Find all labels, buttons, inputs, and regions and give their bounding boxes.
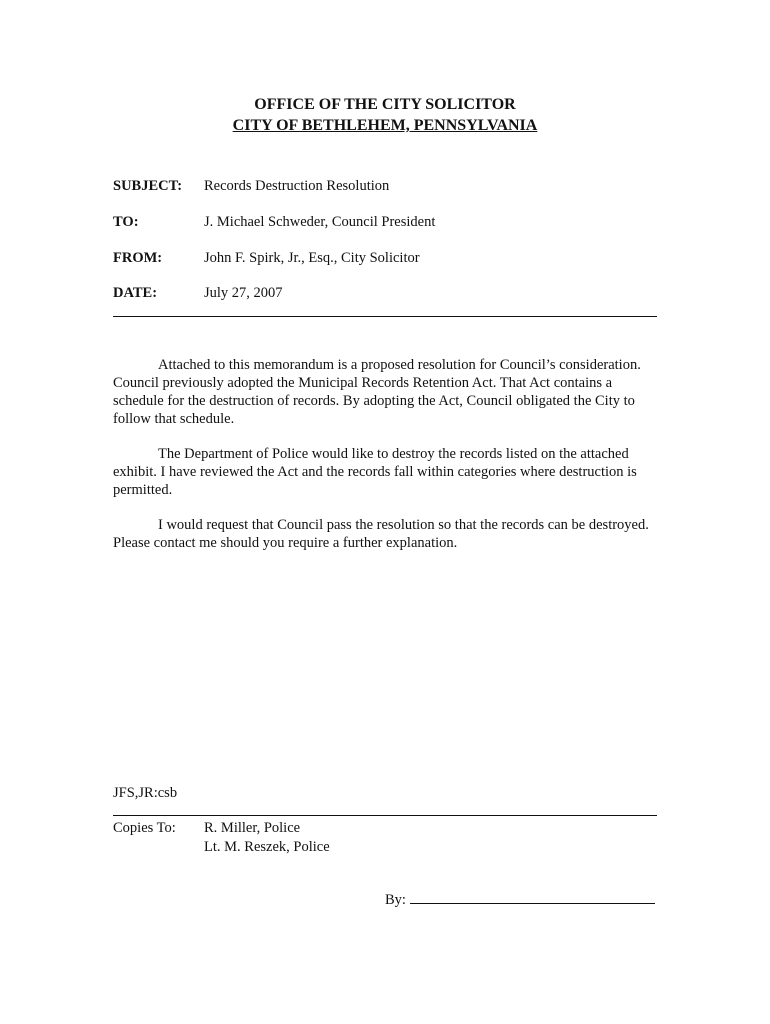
body-paragraph-2: The Department of Police would like to destroy the records listed on the attached exhibit. I have reviewed the Act and the records fall within categories where destruction is permitted. [113, 446, 637, 498]
copy-recipient: Lt. M. Reszek, Police [204, 839, 330, 855]
copy-recipient: R. Miller, Police [204, 820, 301, 836]
to-label: TO: [113, 214, 139, 230]
to-value: J. Michael Schweder, Council President [204, 214, 436, 230]
by-label: By: [385, 892, 406, 908]
office-title: OFFICE OF THE CITY SOLICITOR [254, 96, 516, 113]
city-title: CITY OF BETHLEHEM, PENNSYLVANIA [232, 117, 538, 134]
body-paragraph-1: Attached to this memorandum is a proposed resolution for Council’s consideration. Council previously adopted the Municipal Records Retention Act. That Act contains a schedule for the destruction of records. By adopting the Act, Council obligated the City to follow that schedule. [113, 357, 641, 427]
body-paragraph-3: I would request that Council pass the resolution so that the records can be destroyed. Please contact me should you require a further explanation. [113, 517, 649, 551]
signature-line [410, 891, 655, 904]
footer-divider [113, 815, 657, 816]
from-label: FROM: [113, 250, 163, 266]
from-value: John F. Spirk, Jr., Esq., City Solicitor [204, 250, 420, 266]
date-label: DATE: [113, 285, 158, 301]
memo-body [113, 356, 657, 569]
copies-label: Copies To: [113, 820, 176, 836]
date-value: July 27, 2007 [204, 285, 283, 301]
header-divider [113, 316, 657, 317]
copies-list [204, 819, 330, 857]
author-initials: JFS,JR:csb [113, 785, 178, 801]
subject-label: SUBJECT: [113, 178, 183, 194]
signature-by [385, 891, 655, 909]
subject-value: Records Destruction Resolution [204, 178, 390, 194]
